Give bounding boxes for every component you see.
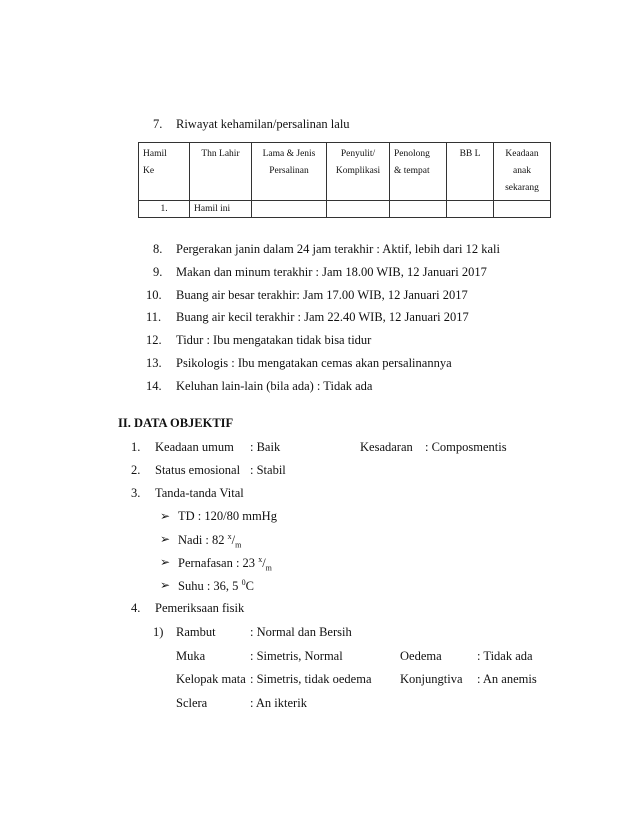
table-row — [139, 201, 551, 218]
header-penyulit — [327, 143, 390, 201]
table-cell: 1. — [139, 201, 190, 218]
list-item: Buang air besar terakhir: Jam 17.00 WIB, 12 Januari 2017 — [176, 288, 468, 302]
konjungtiva-value: : An anemis — [477, 672, 537, 686]
list-item: Makan dan minum terakhir : Jam 18.00 WIB, 12 Januari 2017 — [176, 265, 487, 279]
table-cell — [252, 201, 327, 218]
arrow-bullet-icon: ➢ — [160, 509, 171, 523]
pregnancy-history-table — [138, 142, 551, 218]
vital-suhu — [178, 578, 254, 594]
header-thn-lahir — [190, 143, 252, 201]
header-text: Keadaan — [505, 149, 539, 159]
header-penolong — [390, 143, 447, 201]
header-text: Hamil — [143, 149, 167, 159]
nadi-sub: m — [235, 540, 242, 550]
nadi-sup: x — [227, 532, 232, 541]
header-text: BB L — [459, 149, 481, 159]
header-bbl — [447, 143, 494, 201]
muka-label: Muka — [176, 649, 206, 663]
status-emosional-value: : Stabil — [250, 463, 286, 477]
muka-value: : Simetris, Normal — [250, 649, 343, 663]
keadaan-umum-value: : Baik — [250, 440, 281, 454]
section-title: II. DATA OBJEKTIF — [118, 416, 234, 430]
header-text: & tempat — [394, 166, 430, 176]
sclera-value: : An ikterik — [250, 696, 307, 710]
list-item: Keluhan lain-lain (bila ada) : Tidak ada — [176, 379, 373, 393]
status-emosional-label: Status emosional — [155, 463, 241, 477]
pernafasan-sup: x — [258, 555, 263, 564]
keadaan-umum-label: Keadaan umum — [155, 440, 234, 454]
list-item-number: 11. — [146, 310, 162, 324]
list-item-number: 1. — [131, 440, 141, 454]
header-text: Penyulit/ — [340, 149, 376, 159]
list-item-number: 13. — [146, 356, 162, 370]
oedema-label: Oedema — [400, 649, 442, 663]
header-text: Thn Lahir — [201, 149, 240, 159]
table-cell — [327, 201, 390, 218]
section-7-number: 7. — [153, 117, 163, 131]
header-keadaan-anak — [494, 143, 551, 201]
tanda-vital-label: Tanda-tanda Vital — [155, 486, 244, 500]
list-item-number: 10. — [146, 288, 162, 302]
kelopak-mata-label: Kelopak mata — [176, 672, 246, 686]
table-cell — [447, 201, 494, 218]
vital-td: TD : 120/80 mmHg — [178, 509, 277, 523]
konjungtiva-label: Konjungtiva — [400, 672, 463, 686]
list-item: Psikologis : Ibu mengatakan cemas akan persalinannya — [176, 356, 452, 370]
vital-pernafasan — [178, 555, 272, 573]
kesadaran-value: : Composmentis — [425, 440, 507, 454]
header-hamil-ke — [139, 143, 190, 201]
pemeriksaan-fisik-label: Pemeriksaan fisik — [155, 601, 245, 615]
header-lama-jenis — [252, 143, 327, 201]
table-cell: Hamil ini — [190, 201, 252, 218]
suhu-unit: C — [245, 579, 254, 594]
pernafasan-sub: m — [265, 563, 272, 573]
list-item-number: 4. — [131, 601, 141, 615]
sclera-label: Sclera — [176, 696, 208, 710]
header-text: Penolong — [394, 149, 430, 159]
header-text: sekarang — [505, 183, 539, 193]
oedema-value: : Tidak ada — [477, 649, 533, 663]
nadi-slash: / — [231, 533, 236, 548]
suhu-sup: 0 — [241, 578, 246, 587]
arrow-bullet-icon: ➢ — [160, 532, 171, 546]
kelopak-mata-value: : Simetris, tidak oedema — [250, 672, 372, 686]
table-cell — [494, 201, 551, 218]
header-text: Komplikasi — [335, 166, 381, 176]
arrow-bullet-icon: ➢ — [160, 578, 171, 592]
header-text: Ke — [143, 166, 155, 176]
table-header-row — [139, 143, 551, 201]
list-item-number: 9. — [153, 265, 163, 279]
list-item: Pergerakan janin dalam 24 jam terakhir : Aktif, lebih dari 12 kali — [176, 242, 500, 256]
pernafasan-text: Pernafasan : 23 — [178, 556, 259, 571]
pernafasan-slash: / — [262, 556, 266, 571]
rambut-value: : Normal dan Bersih — [250, 625, 352, 639]
arrow-bullet-icon: ➢ — [160, 555, 171, 569]
table-cell — [390, 201, 447, 218]
list-item-number: 3. — [131, 486, 141, 500]
suhu-text: Suhu : 36, 5 — [178, 579, 242, 594]
nadi-text: Nadi : 82 — [178, 533, 228, 548]
list-item: Buang air kecil terakhir : Jam 22.40 WIB, 12 Januari 2017 — [176, 310, 469, 324]
header-text: Persalinan — [269, 166, 309, 176]
kesadaran-label: Kesadaran — [360, 440, 413, 454]
vital-nadi — [178, 532, 241, 550]
section-7-heading: Riwayat kehamilan/persalinan lalu — [176, 117, 350, 131]
list-item-number: 14. — [146, 379, 162, 393]
list-item-number: 12. — [146, 333, 162, 347]
list-item-number: 8. — [153, 242, 163, 256]
rambut-label: Rambut — [176, 625, 216, 639]
list-item-number: 1) — [153, 625, 164, 639]
header-text: anak — [513, 166, 531, 176]
list-item: Tidur : Ibu mengatakan tidak bisa tidur — [176, 333, 372, 347]
list-item-number: 2. — [131, 463, 141, 477]
header-text: Lama & Jenis — [262, 149, 316, 159]
